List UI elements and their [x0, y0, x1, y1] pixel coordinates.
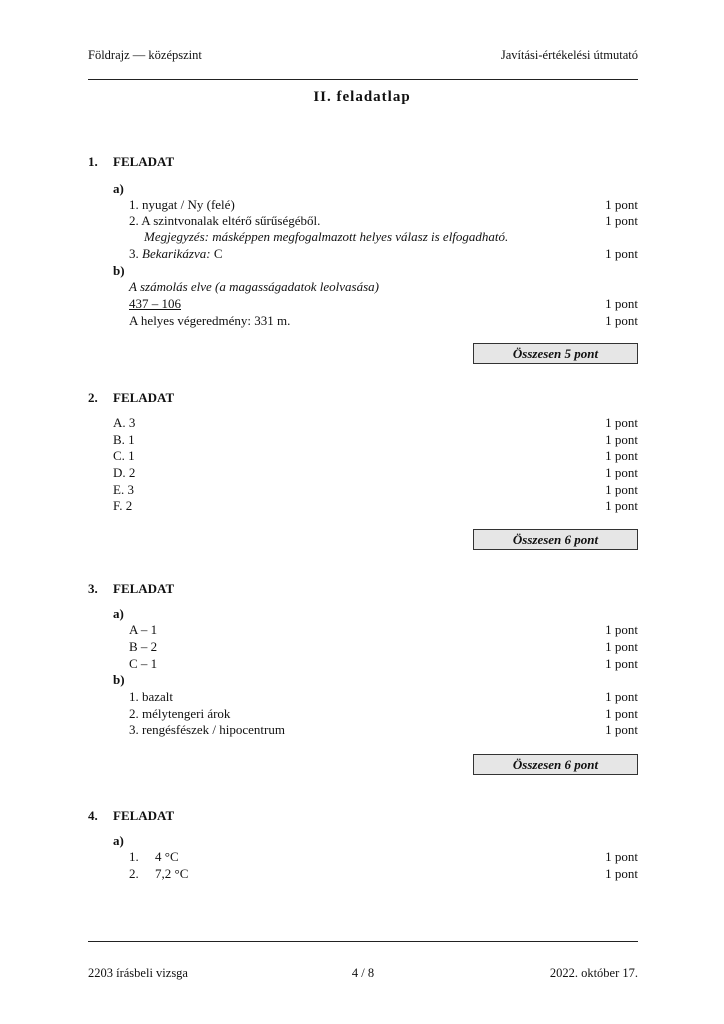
list-item — [0, 481, 724, 498]
list-item — [0, 196, 724, 213]
part-label: b) — [113, 263, 125, 278]
answer-text: 1. bazalt — [129, 689, 174, 704]
answer-points: 1 pont — [605, 689, 638, 704]
note-text: Megjegyzés: másképpen megfogalmazott helyes válasz is elfogadható. — [144, 229, 509, 244]
answer-points: 1 pont — [605, 313, 638, 328]
answer-text: 1. nyugat / Ny (felé) — [129, 197, 235, 212]
answer-text: 437 – 106 — [129, 296, 181, 311]
task-1-part-b — [0, 262, 724, 279]
header-rule — [88, 79, 638, 80]
list-item — [0, 688, 724, 705]
answer-text: C – 1 — [129, 656, 158, 671]
answer-points: 1 pont — [605, 706, 638, 721]
answer-points: 1 pont — [605, 415, 638, 430]
answer-points: 1 pont — [605, 639, 638, 654]
list-item — [0, 621, 724, 638]
list-item — [0, 447, 724, 464]
part-label: a) — [113, 833, 124, 848]
answer-points: 1 pont — [605, 722, 638, 737]
task-4-part-a — [0, 832, 724, 849]
page-number: 4 / 8 — [351, 966, 375, 980]
list-item — [0, 212, 724, 229]
answer-points: 1 pont — [605, 482, 638, 497]
list-item — [0, 278, 724, 295]
list-item — [0, 312, 724, 329]
task-3-heading — [0, 580, 724, 597]
answer-text: D. 2 — [113, 465, 136, 480]
task-number: 4. — [88, 808, 98, 823]
task-3-total: Összesen 6 pont — [473, 754, 638, 775]
answer-points: 1 pont — [605, 849, 638, 864]
task-label: FELADAT — [113, 581, 175, 596]
task-number: 1. — [88, 154, 98, 169]
page-header — [88, 48, 638, 63]
list-item — [0, 295, 724, 312]
answer-text: 4 °C — [155, 849, 179, 864]
answer-text: 2. A szintvonalak eltérő sűrűségéből. — [129, 213, 321, 228]
answer-points: 1 pont — [605, 448, 638, 463]
part-label: b) — [113, 672, 125, 687]
answer-italic: Bekarikázva: — [142, 246, 211, 261]
page-footer — [88, 966, 638, 982]
answer-points: 1 pont — [605, 296, 638, 311]
answer-text: 3. rengésfészek / hipocentrum — [129, 722, 285, 737]
list-item — [0, 848, 724, 865]
task-4-heading — [0, 807, 724, 824]
footer-rule — [88, 941, 638, 942]
part-label: a) — [113, 606, 124, 621]
list-item — [0, 464, 724, 481]
answer-text: 7,2 °C — [155, 866, 189, 881]
answer-points: 1 pont — [605, 465, 638, 480]
task-3-part-a — [0, 605, 724, 622]
task-3-part-b — [0, 671, 724, 688]
task-label: FELADAT — [113, 390, 175, 405]
answer-text: A helyes végeredmény: 331 m. — [129, 313, 291, 328]
answer-points: 1 pont — [605, 498, 638, 513]
answer-text: A. 3 — [113, 415, 136, 430]
answer-points: 1 pont — [605, 866, 638, 881]
answer-number: 2. — [129, 866, 139, 881]
answer-text: E. 3 — [113, 482, 134, 497]
task-number: 3. — [88, 581, 98, 596]
answer-points: 1 pont — [605, 432, 638, 447]
task-1-part-a — [0, 180, 724, 197]
page-title: II. feladatlap — [313, 89, 411, 105]
answer-text: C. 1 — [113, 448, 135, 463]
answer-text: A – 1 — [129, 622, 158, 637]
header-subject: Földrajz — középszint — [88, 48, 202, 62]
list-item — [0, 638, 724, 655]
list-item — [0, 655, 724, 672]
answer-points: 1 pont — [605, 656, 638, 671]
answer-text: 2. mélytengeri árok — [129, 706, 231, 721]
part-label: a) — [113, 181, 124, 196]
answer-text: B. 1 — [113, 432, 135, 447]
list-item — [0, 497, 724, 514]
header-doc-type: Javítási-értékelési útmutató — [500, 48, 638, 62]
answer-text: B – 2 — [129, 639, 158, 654]
list-item — [0, 414, 724, 431]
task-number: 2. — [88, 390, 98, 405]
task-1-total: Összesen 5 pont — [473, 343, 638, 364]
answer-points: 1 pont — [605, 622, 638, 637]
answer-points: 1 pont — [605, 246, 638, 261]
answer-number: 1. — [129, 849, 139, 864]
list-item — [0, 705, 724, 722]
list-item — [0, 865, 724, 882]
footer-date: 2022. október 17. — [549, 966, 638, 980]
answer-text — [129, 245, 223, 262]
list-item — [0, 245, 724, 262]
answer-prefix: 3. — [129, 246, 142, 261]
answer-value: C — [210, 246, 223, 261]
answer-text: A számolás elve (a magasságadatok leolvasása) — [129, 279, 379, 294]
answer-points: 1 pont — [605, 213, 638, 228]
list-item — [0, 721, 724, 738]
list-item — [0, 431, 724, 448]
answer-points: 1 pont — [605, 197, 638, 212]
answer-text: F. 2 — [113, 498, 133, 513]
task-2-total: Összesen 6 pont — [473, 529, 638, 550]
task-1-heading — [0, 153, 724, 170]
note — [0, 228, 724, 245]
footer-exam-code: 2203 írásbeli vizsga — [88, 966, 188, 980]
task-label: FELADAT — [113, 808, 175, 823]
task-label: FELADAT — [113, 154, 175, 169]
task-2-heading — [0, 389, 724, 406]
